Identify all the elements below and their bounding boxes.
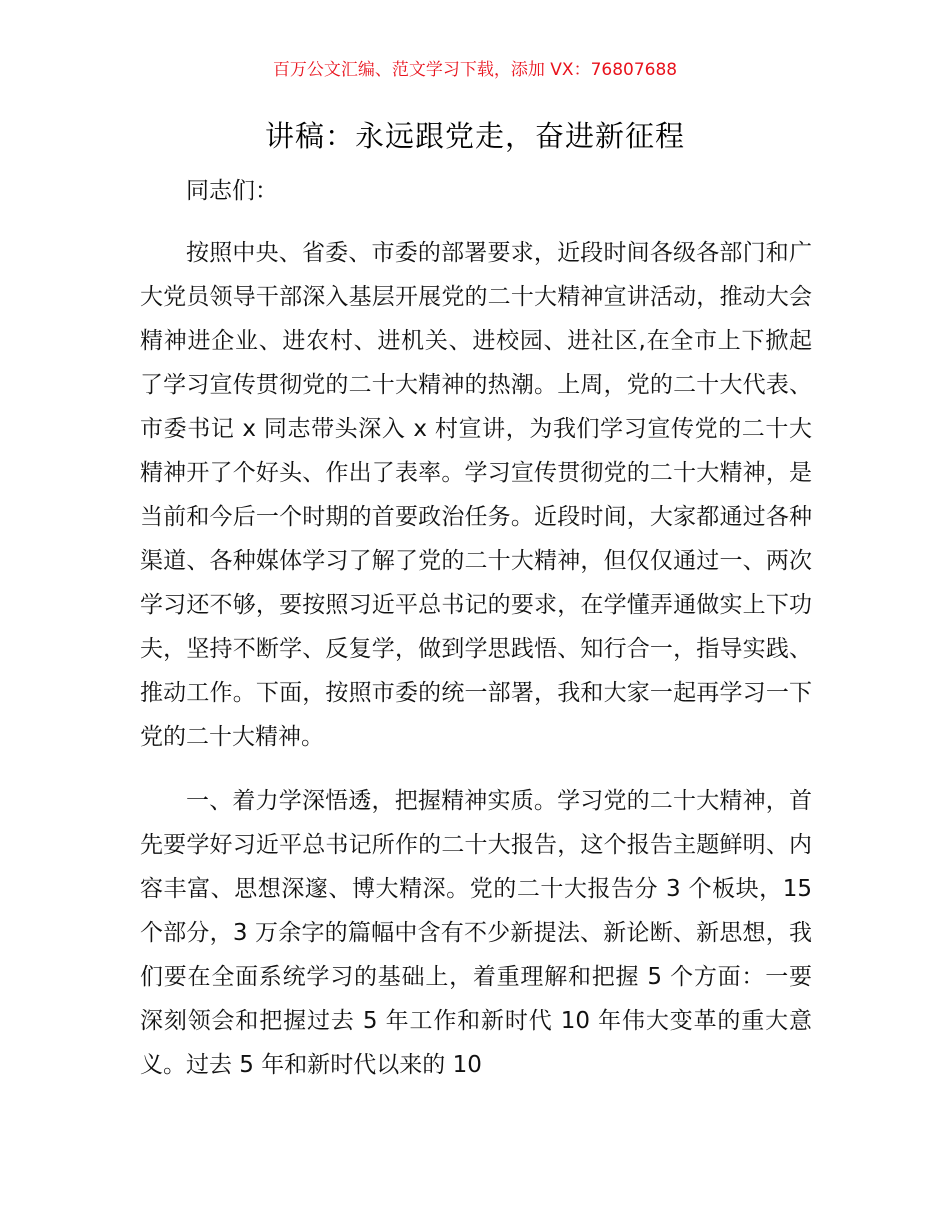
watermark-banner: 百万公文汇编、范文学习下载，添加 VX：76807688 [272,60,678,80]
paragraph-2: 一、着力学深悟透，把握精神实质。学习党的二十大精神，首先要学好习近平总书记所作的二十大报告，这个报告主题鲜明、内容丰富、思想深邃、博大精深。党的二十大报告分 3 个板块，15 个部分，3 万余字的篇幅中含有不少新提法、新论断、新思想，我们要在全面系统学习的基础上，着重理解和把握 5 个方面：一要深刻领会和把握过去 5 年工作和新时代 10 年伟大变革的重大意义。过去 5 年和新时代以来的 10 [140,788,812,1078]
salutation: 同志们： [186,178,278,204]
page-title: 讲稿：永远跟党走，奋进新征程 [264,119,685,153]
document-body [140,169,812,1107]
paragraph-1: 按照中央、省委、市委的部署要求，近段时间各级各部门和广大党员领导干部深入基层开展党的二十大精神宣讲活动，推动大会精神进企业、进农村、进机关、进校园、进社区,在全市上下掀起了学习宣传贯彻党的二十大精神的热潮。上周，党的二十大代表、市委书记 x 同志带头深入 x 村宣讲，为我们学习宣传党的二十大精神开了个好头、作出了表率。学习宣传贯彻党的二十大精神，是当前和今后一个时期的首要政治任务。近段时间，大家都通过各种渠道、各种媒体学习了解了党的二十大精神，但仅仅通过一、两次学习还不够，要按照习近平总书记的要求，在学懂弄通做实上下功夫，坚持不断学、反复学，做到学思践悟、知行合一，指导实践、推动工作。下面，按照市委的统一部署，我和大家一起再学习一下党的二十大精神。 [140,240,812,750]
